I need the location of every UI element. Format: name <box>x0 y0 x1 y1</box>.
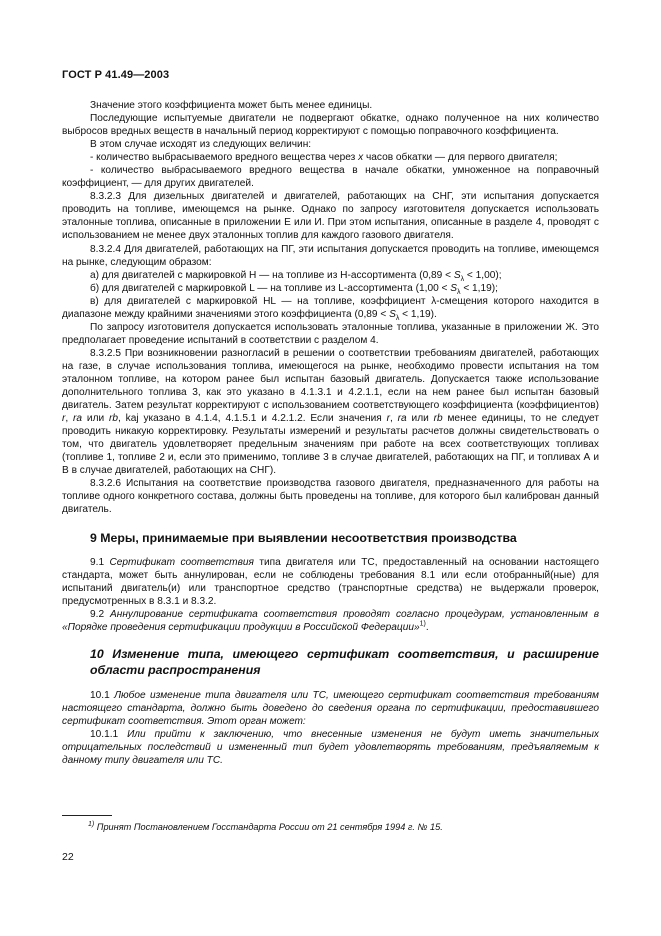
paragraph-10-1 <box>62 689 599 728</box>
variable-rb: rb <box>433 413 443 425</box>
paragraph <box>62 151 599 164</box>
text-run: или <box>82 413 109 425</box>
section-10-heading: 10 Изменение типа, имеющего сертификат соответствия, и расширение области распространения <box>90 646 599 677</box>
text-run: 9.2 <box>90 608 110 620</box>
text-run: , kaj указано в 4.1.4, 4.1.5.1 и 4.2.1.2. Если значения <box>118 413 387 425</box>
paragraph-8-3-2-6: 8.3.2.6 Испытания на соответствие производства газового двигателя, предназначенного для работы на топливе одного конкретного состава, должны быть проведены на топливе, для которого был калиброван данный двигатель. <box>62 478 599 516</box>
paragraph-9-2 <box>62 608 599 634</box>
paragraph: Последующие испытуемые двигатели не подвергают обкатке, однако полученное на них количество выбросов вредных веществ в начальный период корректируют с помощью поправочного коэффициента. <box>62 113 599 138</box>
paragraph-10-1-1 <box>62 728 599 767</box>
text-run: часов обкатки — для первого двигателя; <box>363 152 558 164</box>
list-item-a <box>62 269 599 282</box>
text-run: - количество выбрасываемого вредного вещества через <box>90 152 359 164</box>
footnote <box>88 822 443 832</box>
text-run: < 1,19). <box>399 308 437 320</box>
text-run: 9.1 <box>90 556 110 568</box>
text-run: б) для двигателей с маркировкой L — на топливе из L-ассортимента (1,00 < <box>90 282 451 294</box>
subscript: λ <box>460 275 465 283</box>
subscript: λ <box>395 314 400 322</box>
variable-ra: ra <box>73 413 83 425</box>
footnote-mark: 1) <box>88 820 95 828</box>
text-run: < 1,00); <box>464 269 502 281</box>
text-run: 10.1.1 <box>90 728 128 740</box>
footnote-text: Принят Постановлением Госстандарта России от 21 сентября 1994 г. № 15. <box>94 822 443 832</box>
text-run: , <box>65 413 74 425</box>
variable-r: r <box>386 413 390 425</box>
variable-ra: ra <box>397 413 407 425</box>
paragraph-8-3-2-5 <box>62 347 599 477</box>
paragraph-9-1 <box>62 556 599 608</box>
italic-text: Аннулирование сертификата соответствия проводят согласно процедурам, установленным в «Порядке проведения сертификации продукции в Российской Федерации» <box>62 608 599 633</box>
text-run: , <box>390 413 398 425</box>
text-run: менее единицы, то не следует проводить никакую корректировку. Результаты измерений и результаты расчетов должны свидетельствовать о том, что двигатель удовлетворяет предельным значениям при работе на всех соответствующих топливах (топливе 1, топливе 2 и, если это применимо, топливе 3 в случае двигателей, работающих на ПГ, и топливах А и В в случае двигателей, работающих на СНГ). <box>62 413 599 477</box>
paragraph: По запросу изготовителя допускается использовать эталонные топлива, указанные в приложении Ж. Это предполагает проведение испытаний в соответствии с разделом 4. <box>62 321 599 346</box>
italic-term: Сертификат соответствия <box>109 556 254 568</box>
text-run: в) для двигателей с маркировкой HL — на топливе, коэффициент λ-смещения которого находится в диапазоне между крайними значениями этого коэффициента (0,89 < <box>62 295 599 320</box>
footnote-divider <box>62 815 112 816</box>
page-number: 22 <box>62 851 74 863</box>
paragraph: Значение этого коэффициента может быть менее единицы. <box>90 100 373 111</box>
text-run: 8.3.2.5 При возникновении разногласий в решении о соответствии требованиям двигателей, работающих на газе, в случае использования топлива, имеющегося на рынке, необходимо провести испытания на том эталонном топливе, на котором ранее был испытан базовый двигатель. Допускается также использование дополнительного топлива 3, как это указано в 4.1.3.1 и 4.2.1.1, если на нем ранее был испытан базовый двигатель. Затем результат корректируют с использованием соответствующего коэффициента (коэффициентов) <box>62 347 599 412</box>
section-9-heading: 9 Меры, принимаемые при выявлении несоответствия производства <box>90 530 517 545</box>
text-run: типа двигателя или ТС, предоставленный на основании настоящего стандарта, может быть аннулирован, если не соблюдены требования 8.1 или если отобранный(ные) для испытаний двигатель(и) или транспортное средство (транспортные средства) не выдержали проверок, предусмотренных в 8.3.1 и 8.3.2. <box>62 556 600 607</box>
text-run: а) для двигателей с маркировкой Н — на топливе из Н-ассортимента (0,89 < <box>90 269 454 281</box>
text-run: < 1,19); <box>460 282 498 294</box>
variable-rb: rb <box>108 413 118 425</box>
footnote-reference: 1) <box>419 620 426 628</box>
document-body <box>62 99 599 767</box>
variable-x: x <box>358 152 364 164</box>
subscript: λ <box>457 288 461 296</box>
document-code-header: ГОСТ Р 41.49—2003 <box>62 69 170 81</box>
paragraph: В этом случае исходят из следующих величин: <box>90 139 312 151</box>
variable-r: r <box>62 413 66 425</box>
paragraph-8-3-2-3: 8.3.2.3 Для дизельных двигателей и двигателей, работающих на СНГ, эти испытания допускается проводить на топливе, имеющемся на рынке. Однако по запросу изготовителя допускается использовать эталонные топлива, описанные в приложении Е или И. При этом испытания, описанные в разделе 4, проводят с использованием не менее двух эталонных топлив для каждого газового двигателя. <box>62 191 599 242</box>
paragraph-8-3-2-4: 8.3.2.4 Для двигателей, работающих на ПГ, эти испытания допускается проводить на топливе, имеющемся на рынке, следующим образом: <box>62 243 599 268</box>
list-item-v <box>62 295 599 321</box>
paragraph: - количество выбрасываемого вредного вещества в начале обкатки, умноженное на поправочный коэффициент, — для других двигателей. <box>62 165 599 190</box>
list-item-b <box>62 282 599 295</box>
text-run: или <box>406 413 434 425</box>
text-run: 10.1 <box>90 689 115 701</box>
variable-s: S <box>453 269 461 281</box>
variable-s: S <box>450 282 458 294</box>
italic-text: Или прийти к заключению, что внесенные изменения не будут иметь значительных отрицательных последствий и измененный тип будет удовлетворять требованиям, предъявляемым к данному типу двигателя или ТС. <box>62 728 599 767</box>
variable-s: S <box>389 308 396 320</box>
text-run: . <box>425 621 429 633</box>
italic-text: Любое изменение типа двигателя или ТС, имеющего сертификат соответствия требованиям настоящего стандарта, должно быть доведено до сведения органа по сертификации, предоставившего сертификат соответствия. Этот орган может: <box>62 689 599 727</box>
